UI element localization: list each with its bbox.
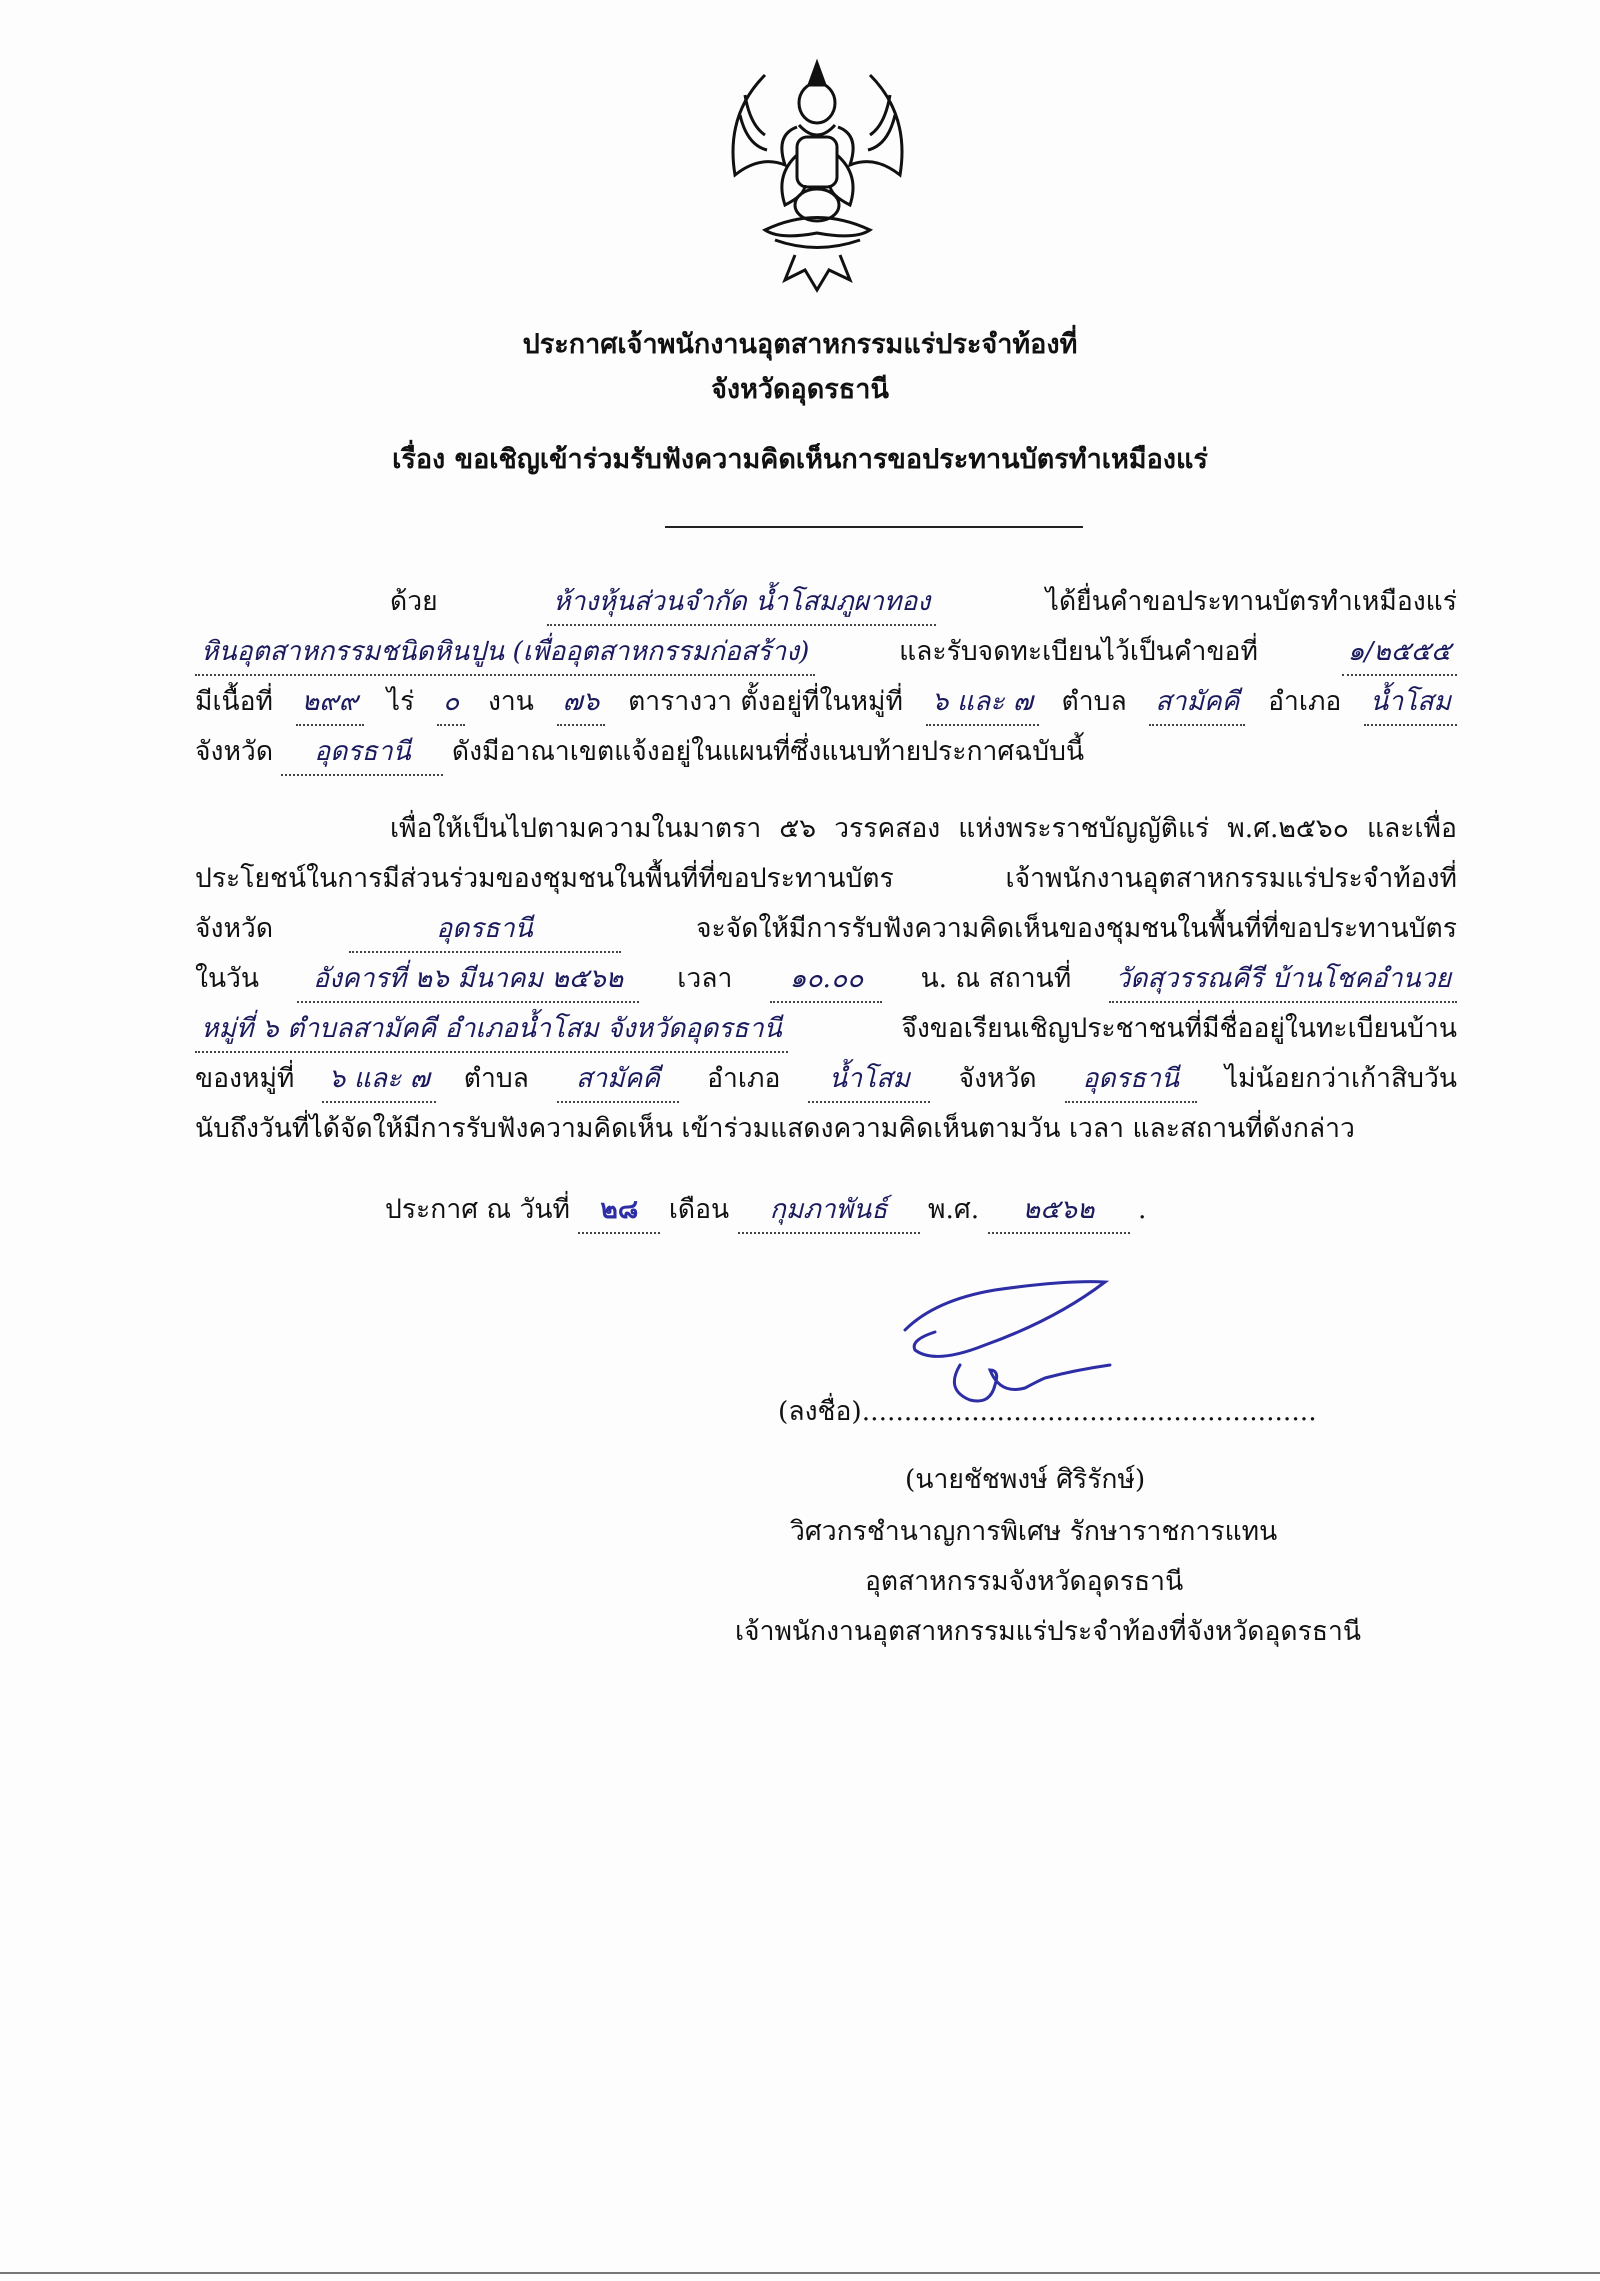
hearing-place: วัดสุวรรณคีรี บ้านโชคอำนวย bbox=[1109, 957, 1457, 1003]
signer-name: (นายชัชพงษ์ ศิริรักษ์) bbox=[905, 1464, 1146, 1495]
header-subject: เรื่อง ขอเชิญเข้าร่วมรับฟังความคิดเห็นการขอประทานบัตรทำเหมืองแร่ bbox=[392, 444, 1208, 475]
text: ได้ยื่นคำขอประทานบัตรทำเหมืองแร่ bbox=[1045, 586, 1457, 617]
text: ดังมีอาณาเขตแจ้งอยู่ในแผนที่ซึ่งแนบท้ายประกาศฉบับนี้ bbox=[451, 736, 1085, 767]
moo-number: ๖ และ ๗ bbox=[322, 1057, 435, 1103]
para1-line1 bbox=[390, 580, 1457, 626]
para2-line2 bbox=[195, 857, 1457, 901]
text: จะจัดให้มีการรับฟังความคิดเห็นของชุมชนในพื้นที่ที่ขอประทานบัตร bbox=[696, 913, 1457, 944]
text: น. ณ สถานที่ bbox=[920, 963, 1072, 994]
text: จังหวัด bbox=[195, 736, 274, 767]
tambon: สามัคคี bbox=[557, 1057, 679, 1103]
header-divider bbox=[665, 526, 1083, 528]
text: มีเนื้อที่ bbox=[195, 686, 274, 717]
area-wah: ๗๖ bbox=[557, 680, 606, 726]
header-line2: จังหวัดอุดรธานี bbox=[711, 374, 889, 405]
garuda-emblem bbox=[705, 55, 930, 295]
signer-title3: เจ้าพนักงานอุตสาหกรรมแร่ประจำท้องที่จังหวัดอุดรธานี bbox=[735, 1616, 1362, 1647]
amphoe: น้ำโสม bbox=[1364, 680, 1457, 726]
area-rai: ๒๙๙ bbox=[296, 680, 364, 726]
announce-day: ๒๘ bbox=[578, 1188, 660, 1234]
announce-year: ๒๕๖๒ bbox=[988, 1188, 1130, 1234]
text: เวลา bbox=[677, 963, 733, 994]
text: ของหมู่ที่ bbox=[195, 1063, 295, 1094]
signer-title2: อุตสาหกรรมจังหวัดอุดรธานี bbox=[865, 1566, 1184, 1597]
province: อุดรธานี bbox=[281, 730, 443, 776]
hearing-time: ๑๐.๐๐ bbox=[770, 957, 882, 1003]
text: อำเภอ bbox=[1268, 686, 1342, 717]
text: ประโยชน์ในการมีส่วนร่วมของชุมชนในพื้นที่ที่ขอประทานบัตร bbox=[195, 863, 894, 894]
text: จึงขอเรียนเชิญประชาชนที่มีชื่ออยู่ในทะเบียนบ้าน bbox=[901, 1013, 1457, 1044]
hearing-place-cont: หมู่ที่ ๖ ตำบลสามัคคี อำเภอน้ำโสม จังหวัดอุดรธานี bbox=[195, 1007, 788, 1053]
text: อำเภอ bbox=[707, 1063, 781, 1094]
text: ในวัน bbox=[195, 963, 260, 994]
province: อุดรธานี bbox=[349, 907, 621, 953]
page-bottom-edge bbox=[0, 2272, 1600, 2274]
amphoe: น้ำโสม bbox=[808, 1057, 930, 1103]
header-line1: ประกาศเจ้าพนักงานอุตสาหกรรมแร่ประจำท้องที่ bbox=[522, 329, 1078, 360]
text: ไร่ bbox=[386, 686, 415, 717]
text: และเพื่อ bbox=[1366, 813, 1457, 844]
signer-title1: วิศวกรชำนาญการพิเศษ รักษาราชการแทน bbox=[790, 1516, 1278, 1547]
sign-label: (ลงชื่อ)...................................................... bbox=[778, 1396, 1317, 1427]
text: พ.ศ.๒๕๖๐ bbox=[1227, 813, 1349, 844]
text: จังหวัด bbox=[958, 1063, 1037, 1094]
moo-number: ๖ และ ๗ bbox=[926, 680, 1039, 726]
para2-line5 bbox=[195, 1007, 1457, 1053]
para2-line4 bbox=[195, 957, 1457, 1003]
text: และรับจดทะเบียนไว้เป็นคำขอที่ bbox=[899, 636, 1258, 667]
area-ngan: ๐ bbox=[437, 680, 465, 726]
text: ตำบล bbox=[463, 1063, 529, 1094]
text: วรรคสอง bbox=[834, 813, 941, 844]
announce-month: กุมภาพันธ์ bbox=[738, 1188, 920, 1234]
para1-line3 bbox=[195, 680, 1457, 726]
mineral-type: หินอุตสาหกรรมชนิดหินปูน (เพื่ออุตสาหกรรมก่อสร้าง) bbox=[195, 630, 815, 676]
text: เพื่อให้เป็นไปตามความในมาตรา bbox=[390, 813, 762, 844]
text: ด้วย bbox=[390, 586, 438, 617]
tambon: สามัคคี bbox=[1149, 680, 1245, 726]
text: ๕๖ bbox=[779, 813, 817, 844]
text: เจ้าพนักงานอุตสาหกรรมแร่ประจำท้องที่ bbox=[1005, 863, 1457, 894]
text: ไม่น้อยกว่าเก้าสิบวัน bbox=[1224, 1063, 1457, 1094]
hearing-date: อังคารที่ ๒๖ มีนาคม ๒๕๖๒ bbox=[297, 957, 639, 1003]
text: . bbox=[1138, 1194, 1147, 1225]
text: เดือน bbox=[668, 1194, 730, 1225]
para1-line2 bbox=[195, 630, 1457, 676]
text: งาน bbox=[487, 686, 534, 717]
text: พ.ศ. bbox=[928, 1194, 980, 1225]
para2-line6 bbox=[195, 1057, 1457, 1103]
para2-line3 bbox=[195, 907, 1457, 953]
para2-line1 bbox=[390, 807, 1457, 851]
para2-line7: นับถึงวันที่ได้จัดให้มีการรับฟังความคิดเห็น เข้าร่วมแสดงความคิดเห็นตามวัน เวลา และสถานที่ดังกล่าว bbox=[195, 1113, 1355, 1144]
request-number: ๑/๒๕๕๕ bbox=[1342, 630, 1457, 676]
para1-line4 bbox=[195, 730, 1084, 776]
text: แห่งพระราชบัญญัติแร่ bbox=[958, 813, 1210, 844]
text: ประกาศ ณ วันที่ bbox=[385, 1194, 570, 1225]
text: จังหวัด bbox=[195, 913, 274, 944]
company-name: ห้างหุ้นส่วนจำกัด น้ำโสมภูผาทอง bbox=[547, 580, 936, 626]
text: ตำบล bbox=[1061, 686, 1127, 717]
text: ตารางวา ตั้งอยู่ที่ในหมู่ที่ bbox=[628, 686, 903, 717]
province: อุดรธานี bbox=[1065, 1057, 1197, 1103]
announce-date-line bbox=[385, 1188, 1146, 1234]
